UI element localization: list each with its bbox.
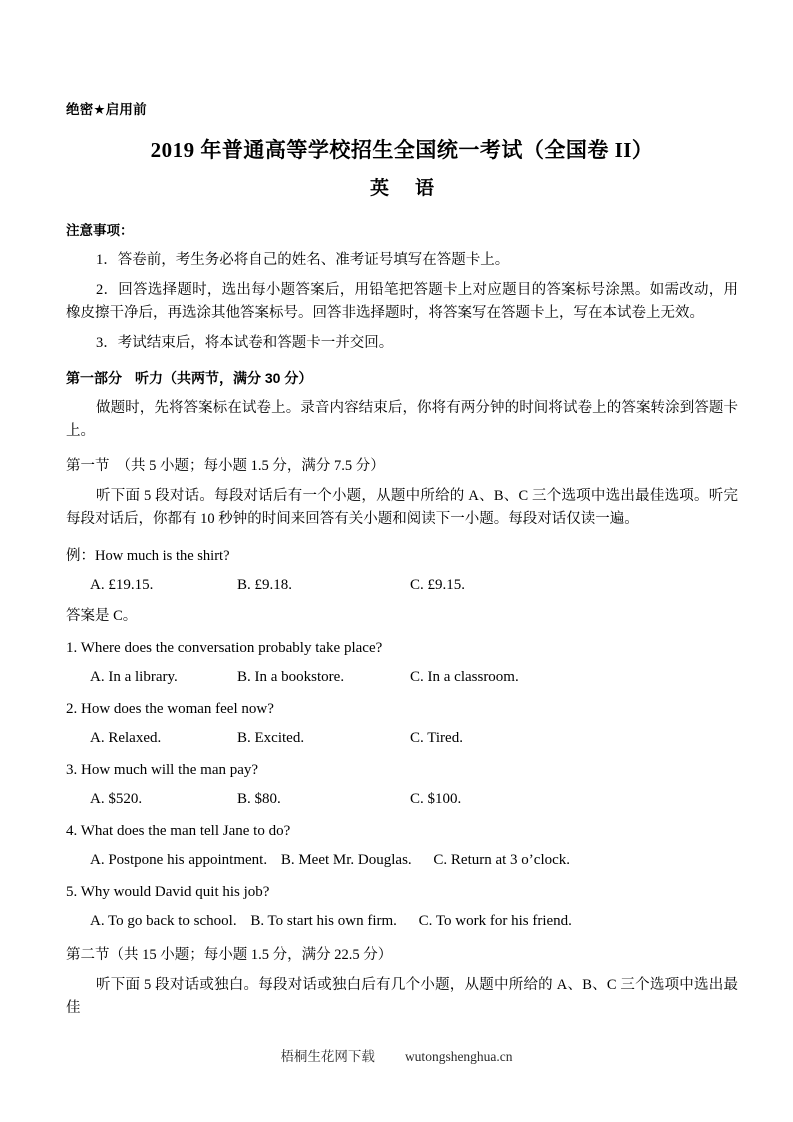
example-prefix: 例：: [66, 548, 95, 564]
question-5-option-c[interactable]: C. To work for his friend.: [418, 913, 572, 929]
question-5: [66, 881, 738, 932]
example-options: [90, 574, 738, 596]
question-1-option-b[interactable]: B. In a bookstore.: [237, 669, 345, 685]
question-1-option-a[interactable]: A. In a library.: [90, 669, 178, 685]
page-title: 2019 年普通高等学校招生全国统一考试（全国卷 II）: [150, 138, 654, 162]
note-item: 3．考试结束后，将本试卷和答题卡一并交回。: [96, 335, 394, 351]
example-answer: 答案是 C。: [66, 608, 138, 624]
question-1-option-c[interactable]: C. In a classroom.: [410, 669, 519, 685]
question-3-option-a[interactable]: A. $520.: [90, 791, 143, 807]
question-5-option-a[interactable]: A. To go back to school.: [90, 913, 237, 929]
note-item: 2．回答选择题时，选出每小题答案后，用铅笔把答题卡上对应题目的答案标号涂黑。如需改动，用橡皮擦干净后，再选涂其他答案标号。回答非选择题时，将答案写在答题卡上，写在本试卷上无效。: [66, 282, 738, 321]
example-stem: [66, 545, 738, 567]
section-two-heading: [66, 944, 738, 966]
secret-marker: 绝密★启用前: [66, 102, 147, 117]
question-2-option-b[interactable]: B. Excited.: [237, 730, 305, 746]
question-3: [66, 759, 738, 810]
example-option-a[interactable]: A. £19.15.: [90, 577, 154, 593]
question-2-options: [90, 727, 738, 749]
example-option-b[interactable]: B. £9.18.: [237, 577, 293, 593]
question-4-stem: 4. What does the man tell Jane to do?: [66, 823, 291, 839]
part-one-intro: 做题时，先将答案标在试卷上。录音内容结束后，你将有两分钟的时间将试卷上的答案转涂到答题卡上。: [66, 400, 738, 439]
footer-site-name: 梧桐生花网下载: [280, 1049, 375, 1064]
section-one-title: （共 5 小题；每小题 1.5 分，满分 7.5 分）: [116, 458, 385, 474]
subject-char-left: 英: [369, 178, 389, 199]
page-content: [66, 0, 738, 1020]
question-3-option-b[interactable]: B. $80.: [237, 791, 281, 807]
question-5-options: [90, 910, 738, 932]
question-4-option-a[interactable]: A. Postpone his appointment.: [90, 852, 268, 868]
question-2-option-a[interactable]: A. Relaxed.: [90, 730, 162, 746]
question-4-option-b[interactable]: B. Meet Mr. Douglas.: [280, 852, 412, 868]
question-5-stem: 5. Why would David quit his job?: [66, 884, 270, 900]
section-one-label: 第一节: [66, 458, 110, 474]
question-1-stem: 1. Where does the conversation probably take place?: [66, 640, 383, 656]
question-3-option-c[interactable]: C. $100.: [410, 791, 462, 807]
section-two-label: 第二节: [66, 947, 110, 963]
question-4: [66, 820, 738, 871]
page-footer: [0, 1047, 793, 1067]
section-two-title: （共 15 小题；每小题 1.5 分，满分 22.5 分）: [109, 947, 393, 963]
question-1-options: [90, 666, 738, 688]
note-item: 1．答卷前，考生务必将自己的姓名、准考证号填写在答题卡上。: [96, 252, 510, 268]
question-4-options: [90, 849, 738, 871]
question-2: [66, 698, 738, 749]
section-two-instruction: 听下面 5 段对话或独白。每段对话或独白后有几个小题，从题中所给的 A、B、C 三个选项中选出最佳: [66, 977, 738, 1016]
question-3-options: [90, 788, 738, 810]
question-3-stem: 3. How much will the man pay?: [66, 762, 259, 778]
question-4-option-c[interactable]: C. Return at 3 o’clock.: [433, 852, 571, 868]
part-one-label: 第一部分: [66, 370, 122, 386]
example-question-text: How much is the shirt?: [95, 548, 230, 564]
part-one-title: 听力（共两节，满分 30 分）: [135, 370, 313, 386]
question-5-option-b[interactable]: B. To start his own firm.: [250, 913, 397, 929]
footer-site-url: wutongshenghua.cn: [404, 1049, 513, 1064]
subject-title: [66, 175, 738, 203]
section-one-heading: [66, 455, 738, 477]
subject-char-right: 语: [415, 178, 435, 199]
section-one-instruction: 听下面 5 段对话。每段对话后有一个小题，从题中所给的 A、B、C 三个选项中选出最佳选项。听完每段对话后，你都有 10 秒钟的时间来回答有关小题和阅读下一小题。每段对话仅读一遍。: [66, 488, 738, 527]
notes-heading: 注意事项：: [66, 223, 134, 238]
example-option-c[interactable]: C. £9.15.: [410, 577, 466, 593]
question-2-option-c[interactable]: C. Tired.: [410, 730, 463, 746]
question-1: [66, 637, 738, 688]
question-2-stem: 2. How does the woman feel now?: [66, 701, 274, 717]
part-one-heading: [66, 367, 738, 389]
